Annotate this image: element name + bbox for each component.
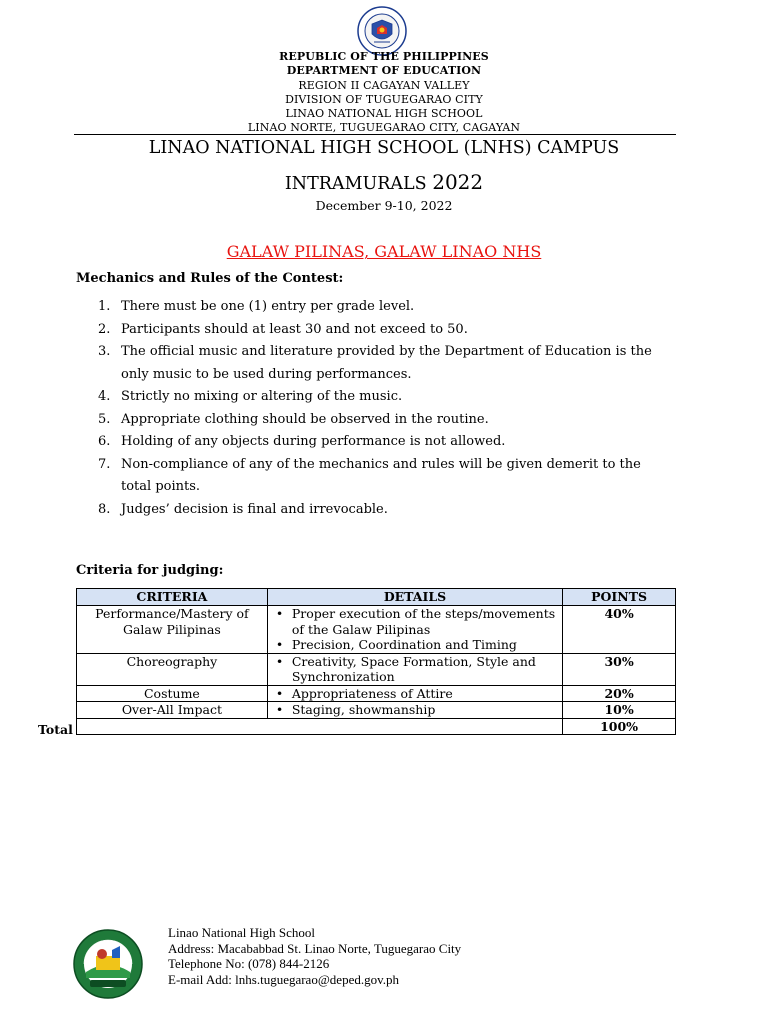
detail-item: • Proper execution of the steps/movements of the Galaw Pilipinas — [270, 606, 560, 637]
rule-text: Judges’ decision is final and irrevocable. — [121, 501, 388, 517]
rule-number: 2. — [98, 321, 111, 337]
footer-telephone: Telephone No: (078) 844-2126 — [168, 956, 330, 972]
rule-text: Non-compliance of any of the mechanics and rules will be given demerit to the total points. — [121, 456, 641, 494]
detail-item: • Staging, showmanship — [270, 702, 560, 718]
criteria-table — [76, 588, 676, 735]
criteria-cell: Performance/Mastery of Galaw Pilipinas — [77, 606, 268, 654]
detail-item: • Appropriateness of Attire — [270, 686, 560, 702]
event-title — [0, 170, 768, 194]
rule-item — [76, 431, 656, 454]
event-date: December 9-10, 2022 — [315, 198, 453, 213]
rule-number: 6. — [98, 434, 111, 449]
rule-item — [76, 499, 656, 522]
details-cell — [267, 653, 562, 685]
rules-list — [76, 296, 656, 521]
points-cell: 10% — [563, 702, 676, 719]
table-row — [77, 653, 676, 685]
header-line: REGION II CAGAYAN VALLEY — [298, 79, 470, 92]
rule-item — [76, 319, 656, 342]
footer-school: Linao National High School — [168, 925, 315, 940]
footer-contact — [168, 925, 461, 987]
rule-number: 1. — [98, 299, 111, 314]
total-empty-cell — [77, 718, 563, 735]
header-line: LINAO NORTE, TUGUEGARAO CITY, CAGAYAN — [247, 121, 521, 134]
header-line: DIVISION OF TUGUEGARAO CITY — [285, 93, 483, 106]
table-row — [77, 606, 676, 654]
total-row — [77, 718, 676, 735]
rule-text: The official music and literature provided by the Department of Education is the only music to be used during performances. — [121, 344, 652, 382]
header-line: REPUBLIC OF THE PHILIPPINES — [279, 50, 489, 63]
rule-text: There must be one (1) entry per grade level. — [121, 299, 415, 314]
detail-item: • Creativity, Space Formation, Style and Synchronization — [270, 654, 560, 685]
page-title: LINAO NATIONAL HIGH SCHOOL (LNHS) CAMPUS — [148, 138, 620, 158]
criteria-cell: Costume — [77, 685, 268, 702]
details-cell — [267, 606, 562, 654]
deped-seal-logo — [357, 6, 407, 56]
points-cell: 40% — [563, 606, 676, 654]
event-year: 2022 — [432, 170, 484, 194]
total-points-cell: 100% — [563, 718, 676, 735]
rule-text: Holding of any objects during performance is not allowed. — [121, 434, 506, 449]
header-line: DEPARTMENT OF EDUCATION — [286, 64, 482, 77]
total-label: Total — [38, 722, 73, 737]
rule-item — [76, 454, 656, 499]
footer-address: Address: Macababbad St. Linao Norte, Tuguegarao City — [168, 940, 462, 956]
rule-item — [76, 296, 656, 319]
criteria-heading: Criteria for judging: — [76, 563, 224, 578]
rule-number: 4. — [98, 389, 111, 404]
column-header: CRITERIA — [77, 589, 268, 606]
points-cell: 30% — [563, 653, 676, 685]
header-divider — [74, 134, 676, 135]
rule-item — [76, 341, 656, 386]
points-cell: 20% — [563, 685, 676, 702]
table-row — [77, 702, 676, 719]
rule-text: Appropriate clothing should be observed in the routine. — [121, 411, 489, 427]
details-cell — [267, 702, 562, 719]
header-line: LINAO NATIONAL HIGH SCHOOL — [285, 107, 483, 120]
footer-email: E-mail Add: lnhs.tuguegarao@deped.gov.ph — [168, 971, 399, 987]
rule-item — [76, 386, 656, 409]
event-title-text: INTRAMURALS — [284, 174, 433, 194]
rule-text: Participants should at least 30 and not exceed to 50. — [121, 321, 468, 337]
table-header-row — [77, 589, 676, 606]
mechanics-heading: Mechanics and Rules of the Contest: — [76, 271, 344, 286]
school-logo — [72, 928, 144, 1000]
rule-number: 8. — [98, 501, 111, 517]
criteria-cell: Choreography — [77, 653, 268, 685]
rule-number: 7. — [98, 456, 111, 472]
column-header: DETAILS — [267, 589, 562, 606]
rule-text: Strictly no mixing or altering of the music. — [121, 389, 403, 404]
rule-item — [76, 409, 656, 432]
criteria-cell: Over-All Impact — [77, 702, 268, 719]
column-header: POINTS — [563, 589, 676, 606]
rule-number: 5. — [98, 411, 111, 427]
table-row — [77, 685, 676, 702]
criteria-rows — [77, 606, 676, 735]
contest-title: GALAW PILINAS, GALAW LINAO NHS — [226, 242, 542, 261]
details-cell — [267, 685, 562, 702]
detail-item: • Precision, Coordination and Timing — [270, 637, 560, 653]
rule-number: 3. — [98, 344, 111, 359]
